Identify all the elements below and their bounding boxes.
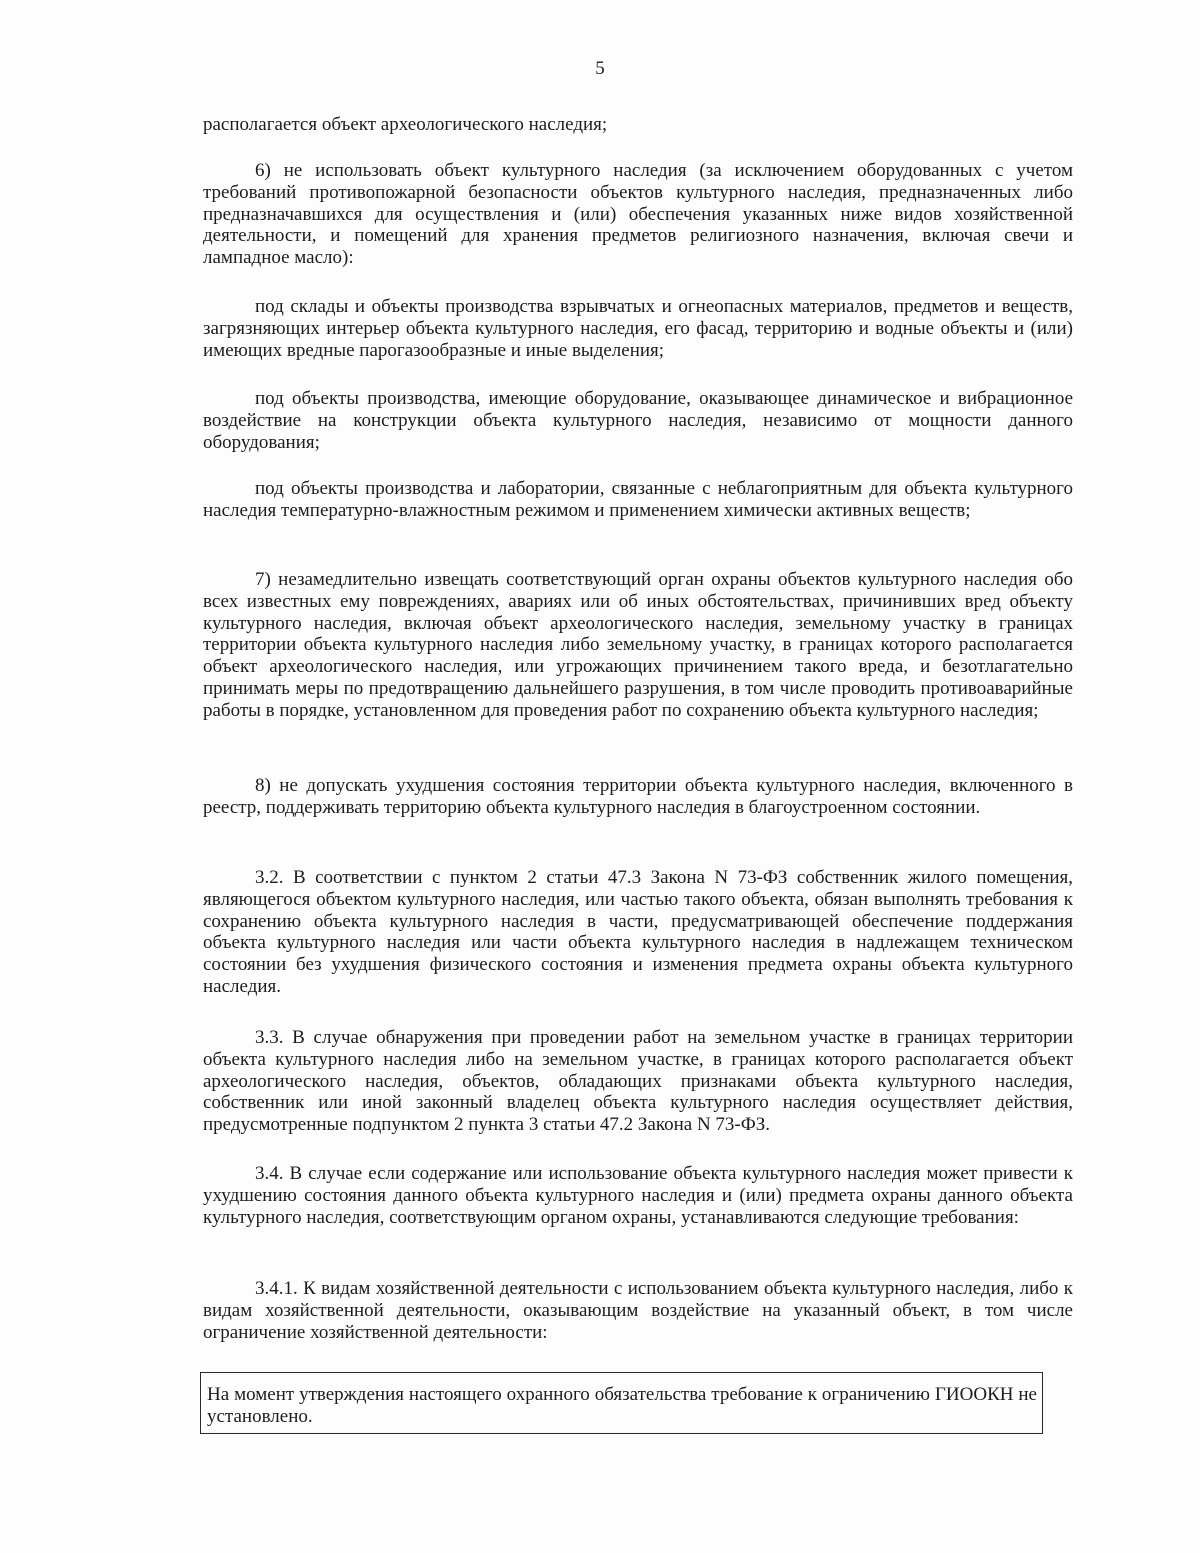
paragraph-3-4 [203,1163,1073,1228]
paragraph: под склады и объекты производства взрывчатых и огнеопасных материалов, предметов и веществ, загрязняющих интерьер объекта культурного наследия, его фасад, территорию и водные объекты и (или) имеющих вредные парогазообразные и иные выделения; [203,296,1073,361]
paragraph-subitem-laboratories [203,478,1073,522]
notice-box [200,1372,1043,1434]
page-number: 5 [595,58,605,79]
paragraph: под объекты производства, имеющие оборудование, оказывающее динамическое и вибрационное воздействие на конструкции объекта культурного наследия, независимо от мощности данного оборудования; [203,388,1073,453]
paragraph: 8) не допускать ухудшения состояния территории объекта культурного наследия, включенного в реестр, поддерживать территорию объекта культурного наследия в благоустроенном состоянии. [203,775,1073,818]
paragraph-subitem-production-equipment [203,388,1073,453]
paragraph-3-2 [203,867,1073,998]
paragraph: 7) незамедлительно извещать соответствующий орган охраны объектов культурного наследия обо всех известных ему повреждениях, авариях или об иных обстоятельствах, причинивших вред объекту культурного наследия, включая объект археологического наследия, земельному участку в границах территории объекта культурного наследия либо земельному участку, в границах которого располагается объект археологического наследия, или угрожающих причинением такого вреда, и безотлагательно принимать меры по предотвращению дальнейшего разрушения, в том числе проводить противоаварийные работы в порядке, установленном для проведения работ по сохранению объекта культурного наследия; [203,569,1073,721]
paragraph: 3.4.1. К видам хозяйственной деятельности с использованием объекта культурного наследия, либо к видам хозяйственной деятельности, оказывающим воздействие на указанный объект, в том числе ограничение хозяйственной деятельности: [203,1278,1073,1343]
paragraph-item-7 [203,569,1073,722]
paragraph-3-4-1 [203,1278,1073,1343]
paragraph: 3.4. В случае если содержание или использование объекта культурного наследия может привести к ухудшению состояния данного объекта культурного наследия и (или) предмета охраны данного объекта культурного наследия, соответствующим органом охраны, устанавливаются следующие требования: [203,1163,1073,1228]
paragraph-continuation [203,114,1073,136]
paragraph-item-8 [203,775,1073,819]
paragraph: располагается объект археологического наследия; [203,114,608,135]
paragraph-subitem-warehouses [203,296,1073,361]
paragraph: 6) не использовать объект культурного наследия (за исключением оборудованных с учетом требований противопожарной безопасности объектов культурного наследия, предназначенных либо предназначавшихся для осуществления и (или) обеспечения указанных ниже видов хозяйственной деятельности, и помещений для хранения предметов религиозного назначения, включая свечи и лампадное масло): [203,160,1073,269]
paragraph: 3.2. В соответствии с пунктом 2 статьи 47.3 Закона N 73-ФЗ собственник жилого помещения, являющегося объектом культурного наследия, или частью такого объекта, обязан выполнять требования к сохранению объекта культурного наследия в части, предусматривающей обеспечение поддержания объекта культурного наследия или части объекта культурного наследия в надлежащем техническом состоянии без ухудшения физического состояния и изменения предмета охраны объекта культурного наследия. [203,867,1073,997]
paragraph: под объекты производства и лаборатории, связанные с неблагоприятным для объекта культурного наследия температурно-влажностным режимом и применением химически активных веществ; [203,478,1073,521]
paragraph-3-3 [203,1027,1073,1136]
paragraph: 3.3. В случае обнаружения при проведении работ на земельном участке в границах территории объекта культурного наследия либо на земельном участке, в границах которого располагается объект археологического наследия, объектов, обладающих признаками объекта культурного наследия, собственник или иной законный владелец объекта культурного наследия осуществляет действия, предусмотренные подпунктом 2 пункта 3 статьи 47.2 Закона N 73-ФЗ. [203,1027,1073,1136]
notice-text: На момент утверждения настоящего охранного обязательства требование к ограничению ГИООКН не установлено. [207,1384,1037,1427]
paragraph-item-6 [203,160,1073,269]
